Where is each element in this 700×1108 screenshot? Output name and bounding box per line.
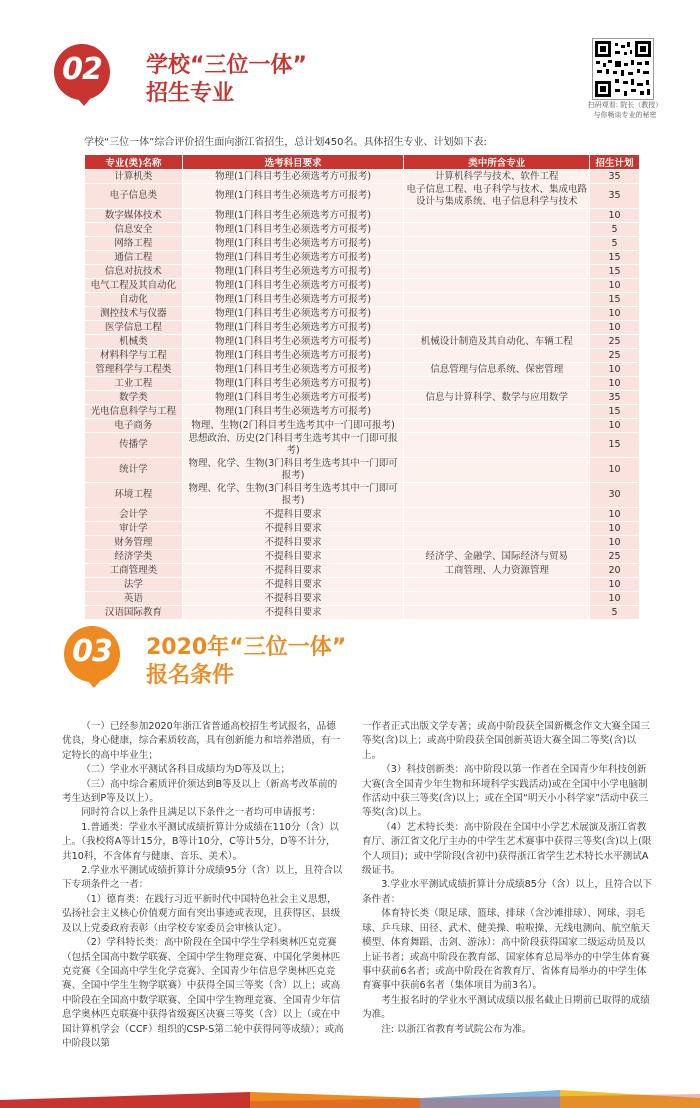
cell-major: 电气工程及其自动化 <box>85 279 183 293</box>
table-row <box>85 251 640 265</box>
cell-subject-requirement: 物理(1门科目考生必须选考方可报考) <box>182 237 404 251</box>
cell-major: 管理科学与工程类 <box>85 363 183 377</box>
right-para: 注: 以浙江省教育考试院公布为准。 <box>381 1023 532 1035</box>
cell-subject-requirement: 物理(1门科目考生必须选考方可报考) <box>182 265 404 279</box>
table-row <box>85 363 640 377</box>
cell-major: 英语 <box>85 592 183 606</box>
cell-quota: 25 <box>590 550 640 564</box>
table-row <box>85 223 640 237</box>
cell-quota: 10 <box>590 508 640 522</box>
cell-subject-requirement: 物理(1门科目考生必须选考方可报考) <box>182 279 404 293</box>
cell-quota: 35 <box>590 184 640 209</box>
cell-quota: 10 <box>590 321 640 335</box>
table-row <box>85 184 640 209</box>
cell-quota: 10 <box>590 209 640 223</box>
table-row <box>85 335 640 349</box>
cell-major: 信息安全 <box>85 223 183 237</box>
cell-subject-requirement: 物理(1门科目考生必须选考方可报考) <box>182 321 404 335</box>
cell-major: 会计学 <box>85 508 183 522</box>
conditions-right-column <box>362 720 652 1037</box>
cell-major: 统计学 <box>85 458 183 483</box>
right-para: 体育特长类（限足球、篮球、排球（含沙滩排球）、网球、羽毛球、乒乓球、田径、武术、健美操、啦啦操、无线电测向、航空航天模型、体育舞蹈、击剑、游泳）：高中阶段获得国家二级运动员及以上证书者；或高中阶段在教育部、国家体育总局举办的中学生体育赛事中获前6名者；或高中阶段在省教育厅、省体育局举办的中学生体育赛事中获前6名者（集体项目为前3名）。 <box>362 908 650 992</box>
table-header-included: 类中所含专业 <box>404 155 590 170</box>
table-row <box>85 293 640 307</box>
cell-included-majors: 信息与计算科学、数学与应用数学 <box>404 391 590 405</box>
cell-included-majors <box>404 307 590 321</box>
cell-included-majors <box>404 536 590 550</box>
table-row <box>85 377 640 391</box>
cell-major: 测控技术与仪器 <box>85 307 183 321</box>
cell-subject-requirement: 不提科目要求 <box>182 550 404 564</box>
cell-quota: 15 <box>590 265 640 279</box>
table-row <box>85 279 640 293</box>
cell-included-majors <box>404 321 590 335</box>
cell-major: 财务管理 <box>85 536 183 550</box>
cell-quota: 5 <box>590 606 640 620</box>
table-header-major: 专业(类)名称 <box>85 155 183 170</box>
cell-subject-requirement: 物理(1门科目考生必须选考方可报考) <box>182 209 404 223</box>
cell-quota: 30 <box>590 483 640 508</box>
cell-quota: 15 <box>590 251 640 265</box>
cell-subject-requirement: 物理(1门科目考生必须选考方可报考) <box>182 335 404 349</box>
cell-included-majors: 电子信息工程、电子科学与技术、集成电路设计与集成系统、电子信息科学与技术 <box>404 184 590 209</box>
cell-subject-requirement: 物理(1门科目考生必须选考方可报考) <box>182 391 404 405</box>
intro-text: 学校“三位一体”综合评价招生面向浙江省招生，总计划450名。具体招生专业、计划如下表: <box>84 137 487 148</box>
cell-subject-requirement: 物理、化学、生物(3门科目考生选考其中一门即可报考) <box>182 458 404 483</box>
cell-major: 电子信息类 <box>85 184 183 209</box>
section-02-title <box>146 52 307 108</box>
cell-major: 环境工程 <box>85 483 183 508</box>
left-para: （二）学业水平测试各科目成绩均为D等及以上； <box>81 764 291 776</box>
cell-major: 自动化 <box>85 293 183 307</box>
cell-included-majors <box>404 349 590 363</box>
cell-included-majors <box>404 293 590 307</box>
left-para: （2）学科特长类：高中阶段在全国中学生学科奥林匹克竞赛（包括全国高中数学联赛、全国中学生物理竞赛、中国化学奥林匹克竞赛《全国高中学生化学竞赛》、全国青少年信息学奥林匹克竞赛、全国中学生生物学联赛）中获得全国三等奖（含）以上；或高中阶段在全国高中数学联赛、全国中学生物理竞赛、全国青少年信息学奥林匹克联赛中获得省级赛区决赛三等奖（含）以上（或在中国计算机学会（CCF）组织的CSP-S第二轮中获得同等成绩）；或高中阶段以第 <box>62 937 344 1049</box>
table-row <box>85 405 640 419</box>
cell-subject-requirement: 物理、生物(2门科目考生选考其中一门即可报考) <box>182 419 404 433</box>
cell-included-majors <box>404 578 590 592</box>
section-02-badge <box>54 44 120 102</box>
cell-major: 计算机类 <box>85 170 183 184</box>
cell-quota: 15 <box>590 405 640 419</box>
cell-quota: 10 <box>590 307 640 321</box>
cell-quota: 25 <box>590 335 640 349</box>
cell-quota: 5 <box>590 223 640 237</box>
table-row <box>85 550 640 564</box>
qr-note <box>580 100 670 120</box>
cell-included-majors <box>404 522 590 536</box>
cell-quota: 15 <box>590 293 640 307</box>
left-para: （1）德育类：在践行习近平新时代中国特色社会主义思想，弘扬社会主义核心价值观方面有突出事迹或表现，且获得区、县级及以上党委政府表彰（由学校专家委员会审核认定）。 <box>62 893 341 934</box>
table-row <box>85 522 640 536</box>
cell-major: 医学信息工程 <box>85 321 183 335</box>
cell-included-majors <box>404 209 590 223</box>
cell-subject-requirement: 不提科目要求 <box>182 592 404 606</box>
section-02-number: 02 <box>62 52 102 87</box>
cell-subject-requirement: 物理(1门科目考生必须选考方可报考) <box>182 377 404 391</box>
cell-quota: 15 <box>590 433 640 458</box>
cell-major: 光电信息科学与工程 <box>85 405 183 419</box>
right-para: 考生报名时的学业水平测试成绩以报名截止日期前已取得的成绩为准。 <box>362 994 650 1021</box>
cell-subject-requirement: 物理(1门科目考生必须选考方可报考) <box>182 363 404 377</box>
cell-quota: 10 <box>590 592 640 606</box>
cell-subject-requirement: 物理(1门科目考生必须选考方可报考) <box>182 349 404 363</box>
section-03-title-line1: 2020年“三位一体” <box>146 635 347 660</box>
table-row <box>85 209 640 223</box>
table-row <box>85 321 640 335</box>
cell-subject-requirement: 不提科目要求 <box>182 536 404 550</box>
cell-major: 网络工程 <box>85 237 183 251</box>
cell-included-majors <box>404 592 590 606</box>
left-para: （一）已经参加2020年浙江省普通高校招生考试报名，品德优良，身心健康，综合素质较高，具有创新能力和培养潜质，有一定特长的高中毕业生； <box>62 721 341 761</box>
cell-subject-requirement: 物理(1门科目考生必须选考方可报考) <box>182 293 404 307</box>
table-row <box>85 592 640 606</box>
cell-quota: 10 <box>590 419 640 433</box>
section-02-title-line2: 招生专业 <box>146 81 235 106</box>
cell-subject-requirement: 思想政治、历史(2门科目考生选考其中一门即可报考) <box>182 433 404 458</box>
cell-subject-requirement: 物理(1门科目考生必须选考方可报考) <box>182 184 404 209</box>
conditions-left-column <box>62 720 344 1051</box>
cell-quota: 25 <box>590 349 640 363</box>
cell-subject-requirement: 不提科目要求 <box>182 564 404 578</box>
left-para: 2.学业水平测试成绩折算计分成绩95分（含）以上，且符合以下专项条件之一者： <box>62 865 343 891</box>
cell-included-majors <box>404 405 590 419</box>
cell-subject-requirement: 物理(1门科目考生必须选考方可报考) <box>182 170 404 184</box>
cell-included-majors <box>404 419 590 433</box>
section-02-title-line1: 学校“三位一体” <box>146 53 307 78</box>
qr-code-icon <box>593 39 653 99</box>
table-row <box>85 419 640 433</box>
cell-subject-requirement: 物理、化学、生物(3门科目考生选考其中一门即可报考) <box>182 483 404 508</box>
cell-subject-requirement: 不提科目要求 <box>182 508 404 522</box>
cell-major: 经济学类 <box>85 550 183 564</box>
right-para: 一作者正式出版文学专著；或高中阶段获全国新概念作文大赛全国三等奖(含)以上；或高中阶段获全国创新英语大赛全国二等奖(含)以上。 <box>362 721 650 761</box>
section-03-title-line2: 报名条件 <box>146 663 235 688</box>
table-header-quota: 招生计划 <box>590 155 640 170</box>
cell-subject-requirement: 不提科目要求 <box>182 522 404 536</box>
right-para: （3）科技创新类：高中阶段以第一作者在全国青少年科技创新大赛(含全国青少年生物和环境科学实践活动)或在全国中小学电脑制作活动中获三等奖(含)以上；或在全国“明天小小科学家”活动中获三等奖(含)以上。 <box>362 764 649 819</box>
section-03-number: 03 <box>72 634 112 669</box>
left-para: 同时符合以上条件且满足以下条件之一者均可申请报考： <box>81 807 322 819</box>
cell-included-majors <box>404 251 590 265</box>
cell-quota: 5 <box>590 237 640 251</box>
cell-included-majors <box>404 279 590 293</box>
cell-included-majors: 经济学、金融学、国际经济与贸易 <box>404 550 590 564</box>
cell-subject-requirement: 不提科目要求 <box>182 578 404 592</box>
cell-major: 汉语国际教育 <box>85 606 183 620</box>
cell-included-majors: 计算机科学与技术、软件工程 <box>404 170 590 184</box>
cell-quota: 10 <box>590 363 640 377</box>
cell-quota: 10 <box>590 536 640 550</box>
left-para: （三）高中综合素质评价须达到B等及以上（新高考改革前的考生达到P等及以上）。 <box>62 778 338 805</box>
cell-quota: 10 <box>590 279 640 293</box>
table-row <box>85 237 640 251</box>
cell-included-majors <box>404 508 590 522</box>
cell-included-majors <box>404 606 590 620</box>
cell-major: 工商管理类 <box>85 564 183 578</box>
table-row <box>85 483 640 508</box>
cell-major: 材料科学与工程 <box>85 349 183 363</box>
cell-included-majors <box>404 483 590 508</box>
enrollment-table <box>84 154 640 620</box>
table-row <box>85 508 640 522</box>
section-03-title <box>146 634 346 690</box>
cell-quota: 35 <box>590 170 640 184</box>
cell-subject-requirement: 物理(1门科目考生必须选考方可报考) <box>182 251 404 265</box>
cell-included-majors: 机械设计制造及其自动化、车辆工程 <box>404 335 590 349</box>
section-03-badge <box>64 626 130 684</box>
table-body <box>85 170 640 620</box>
cell-major: 工业工程 <box>85 377 183 391</box>
cell-subject-requirement: 物理(1门科目考生必须选考方可报考) <box>182 405 404 419</box>
cell-included-majors <box>404 223 590 237</box>
cell-major: 法学 <box>85 578 183 592</box>
cell-included-majors <box>404 433 590 458</box>
cell-included-majors <box>404 458 590 483</box>
cell-included-majors: 工商管理、人力资源管理 <box>404 564 590 578</box>
cell-major: 数学类 <box>85 391 183 405</box>
qr-code[interactable] <box>592 38 654 100</box>
cell-quota: 10 <box>590 458 640 483</box>
cell-subject-requirement: 物理(1门科目考生必须选考方可报考) <box>182 307 404 321</box>
cell-included-majors: 信息管理与信息系统、保密管理 <box>404 363 590 377</box>
table-row <box>85 170 640 184</box>
table-row <box>85 433 640 458</box>
cell-major: 传播学 <box>85 433 183 458</box>
cell-major: 通信工程 <box>85 251 183 265</box>
table-row <box>85 458 640 483</box>
table-row <box>85 536 640 550</box>
cell-quota: 20 <box>590 564 640 578</box>
table-row <box>85 265 640 279</box>
qr-note-line2: 与你畅谈专业的秘密 <box>593 111 657 119</box>
cell-subject-requirement: 不提科目要求 <box>182 606 404 620</box>
cell-subject-requirement: 物理(1门科目考生必须选考方可报考) <box>182 223 404 237</box>
table-row <box>85 578 640 592</box>
cell-major: 电子商务 <box>85 419 183 433</box>
cell-quota: 35 <box>590 391 640 405</box>
right-para: （4）艺术特长类：高中阶段在全国中小学艺术展演及浙江省教育厅、浙江省文化厅主办的中学生艺术赛事中获得三等奖(含)以上(限个人项目)；或中学阶段(含初中)获得浙江省学生艺术特长水平测试A级证书。 <box>362 821 652 877</box>
cell-included-majors <box>404 237 590 251</box>
left-para: 1.普通类：学业水平测试成绩折算计分成绩在110分（含）以上。（我校将A等计15分，B等计10分，C等计5分，D等不计分，共10科，不含体育与健康、音乐、美术）。 <box>62 821 339 862</box>
table-row <box>85 307 640 321</box>
qr-note-line1: 扫码观看: 院长（教授） <box>587 101 663 109</box>
table-row <box>85 564 640 578</box>
table-header-row <box>85 155 640 170</box>
table-row <box>85 606 640 620</box>
right-para: 3.学业水平测试成绩折算计分成绩85分（含）以上，且符合以下条件者： <box>362 879 652 905</box>
table-header-subject: 选考科目要求 <box>182 155 404 170</box>
table-row <box>85 349 640 363</box>
footer-stripes <box>0 1088 700 1108</box>
cell-major: 信息对抗技术 <box>85 265 183 279</box>
table-row <box>85 391 640 405</box>
cell-quota: 10 <box>590 377 640 391</box>
cell-included-majors <box>404 377 590 391</box>
cell-major: 机械类 <box>85 335 183 349</box>
cell-major: 数字媒体技术 <box>85 209 183 223</box>
cell-quota: 10 <box>590 522 640 536</box>
cell-included-majors <box>404 265 590 279</box>
cell-major: 审计学 <box>85 522 183 536</box>
cell-quota: 10 <box>590 578 640 592</box>
